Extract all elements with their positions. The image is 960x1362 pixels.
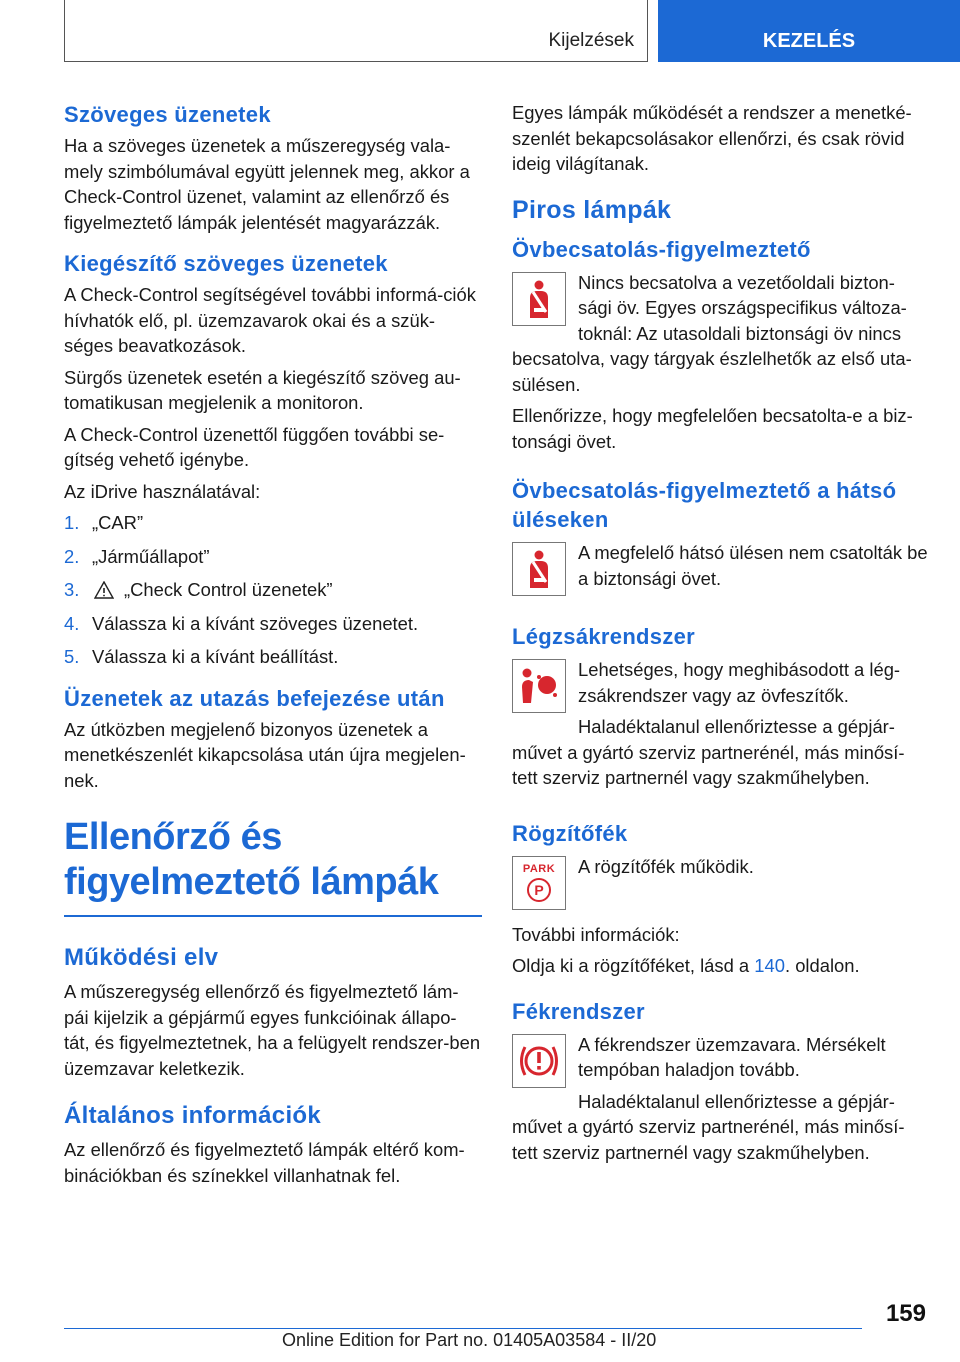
seatbelt-warning-icon <box>512 272 566 326</box>
left-column <box>64 100 482 1194</box>
paragraph: Az ellenőrző és figyelmeztető lámpák eltérő kom-binációkban és színekkel villanhatnak fel. <box>64 1139 465 1186</box>
right-column <box>512 100 928 1171</box>
paragraph: Sürgős üzenetek esetén a kiegészítő szöveg au-tomatikusan megjelenik a monitoron. <box>64 366 461 413</box>
heading-kiegeszito: Kiegészítő szöveges üzenetek <box>64 251 388 276</box>
park-p-symbol: P <box>527 878 551 902</box>
paragraph: Haladéktalanul ellenőriztesse a gépjár-művet a gyártó szerviz partnerénél, más minősí-tett szerviz partnernél vagy szakműhelyben. <box>512 716 905 788</box>
text: . oldalon. <box>784 955 860 976</box>
paragraph: Lehetséges, hogy meghibásodott a lég-zsákrendszer vagy az övfeszítők. <box>578 659 901 706</box>
rear-seatbelt-warning-block <box>512 540 928 591</box>
idrive-steps-list <box>64 510 482 670</box>
step-text: „Check Control üzenetek” <box>124 579 333 600</box>
step-number: 1. <box>64 512 80 533</box>
header-section-title: Kijelzések <box>548 30 634 51</box>
paragraph: A műszeregység ellenőrző és figyelmeztető lám-pái kijelzik a gépjármű egyes funkcióinak állapo-tát, és figyelmeztetnek, ha a felügyelt rendszer-ben üzemzavar keletkezik. <box>64 981 481 1079</box>
paragraph: Haladéktalanul ellenőriztesse a gépjár-művet a gyártó szerviz partnerénél, más minősí-tett szerviz partnernél vagy szakműhelyben. <box>512 1090 905 1163</box>
chapter-title-ellenorzo-lampak: Ellenőrző és figyelmeztető lámpák <box>64 815 482 917</box>
list-item <box>64 544 482 570</box>
heading-altalanos-informaciok: Általános információk <box>64 1102 322 1129</box>
footer-edition: Online Edition for Part no. 01405A03584 - II/20 <box>282 1330 657 1350</box>
airbag-warning-block <box>512 657 928 708</box>
step-text: Válassza ki a kívánt szöveges üzenetet. <box>92 612 419 634</box>
text: Oldja ki a rögzítőféket, lásd a <box>512 955 755 976</box>
paragraph: További információk: <box>512 923 680 945</box>
paragraph: Nincs becsatolva a vezetőoldali bizton-sági öv. Egyes országspecifikus változa-toknál: Az utasoldali biztonsági öv nincs becsatolva, vagy tárgyak észlelhetők az első uta-sülésen. <box>512 271 912 395</box>
seatbelt-warning-block <box>512 270 928 398</box>
paragraph: A megfelelő hátsó ülésen nem csatolták be a biztonsági övet. <box>578 542 928 589</box>
paragraph: A fékrendszer üzemzavara. Mérsékelt tempóban haladjon tovább. <box>578 1033 886 1080</box>
heading-rogzitofek: Rögzítőfék <box>512 820 628 846</box>
header-chapter-tab[interactable]: KEZELÉS <box>658 0 960 62</box>
heading-ovbecsatolas-hatso: Övbecsatolás-figyelmeztető a hátsó üléseken <box>512 478 897 532</box>
paragraph: Az útközben megjelenő bizonyos üzenetek a menetkészenlét kikapcsolása után újra megjelen-nek. <box>64 718 466 791</box>
step-text: Válassza ki a kívánt beállítást. <box>92 646 339 667</box>
paragraph <box>512 953 928 979</box>
paragraph: Ha a szöveges üzenetek a műszeregység vala-mely szimbólumával együtt jelennek meg, akkor a Check-Control üzenet, valamint az ellenőrző és figyelmeztető lámpák jelentését magyarázzák. <box>64 135 470 233</box>
step-number: 4. <box>64 612 80 634</box>
park-label: PARK <box>522 863 556 875</box>
heading-mukodesi-elv: Működési elv <box>64 944 219 971</box>
heading-fekrendszer: Fékrendszer <box>512 998 645 1024</box>
paragraph: A Check-Control üzenettől függően további se-gítség vehető igénybe. <box>64 423 445 470</box>
list-item <box>64 611 482 637</box>
paragraph: A Check-Control segítségével további informá-ciók hívhatók elő, pl. üzemzavarok okai és a szük-séges beavatkozások. <box>64 284 476 356</box>
page-number: 159 <box>885 1300 926 1327</box>
step-number: 2. <box>64 545 80 567</box>
step-text: „CAR” <box>92 512 144 533</box>
paragraph: A rögzítőfék működik. <box>578 855 754 877</box>
heading-ovbecsatolas: Övbecsatolás-figyelmeztető <box>512 236 811 262</box>
paragraph: Egyes lámpák működését a rendszer a menetké-szenlét bekapcsolásakor ellenőrzi, és csak rövid ideig világítanak. <box>512 102 912 174</box>
list-item <box>64 644 482 670</box>
heading-piros-lampak: Piros lámpák <box>512 195 672 224</box>
heading-utazas-utan: Üzenetek az utazás befejezése után <box>64 685 445 711</box>
paragraph: Az iDrive használatával: <box>64 480 261 502</box>
list-item <box>64 510 482 536</box>
warning-triangle-icon <box>94 581 114 599</box>
step-number: 5. <box>64 646 80 667</box>
heading-legzsakrendszer: Légzsákrendszer <box>512 624 696 649</box>
brake-warning-icon <box>512 1034 566 1088</box>
paragraph: Ellenőrizze, hogy megfelelően becsatolta-e a biz-tonsági övet. <box>512 405 913 452</box>
brake-warning-block <box>512 1032 928 1083</box>
airbag-warning-icon <box>512 659 566 713</box>
rear-seatbelt-warning-icon <box>512 542 566 596</box>
heading-szoveges-uzenetek: Szöveges üzenetek <box>64 102 271 127</box>
step-text: „Járműállapot” <box>92 545 210 567</box>
list-item <box>64 577 482 603</box>
page-link-140[interactable]: 140 <box>754 955 785 976</box>
step-number: 3. <box>64 579 80 600</box>
footer-divider <box>64 1328 862 1329</box>
parking-brake-block <box>512 854 928 898</box>
parking-brake-icon <box>512 856 566 910</box>
